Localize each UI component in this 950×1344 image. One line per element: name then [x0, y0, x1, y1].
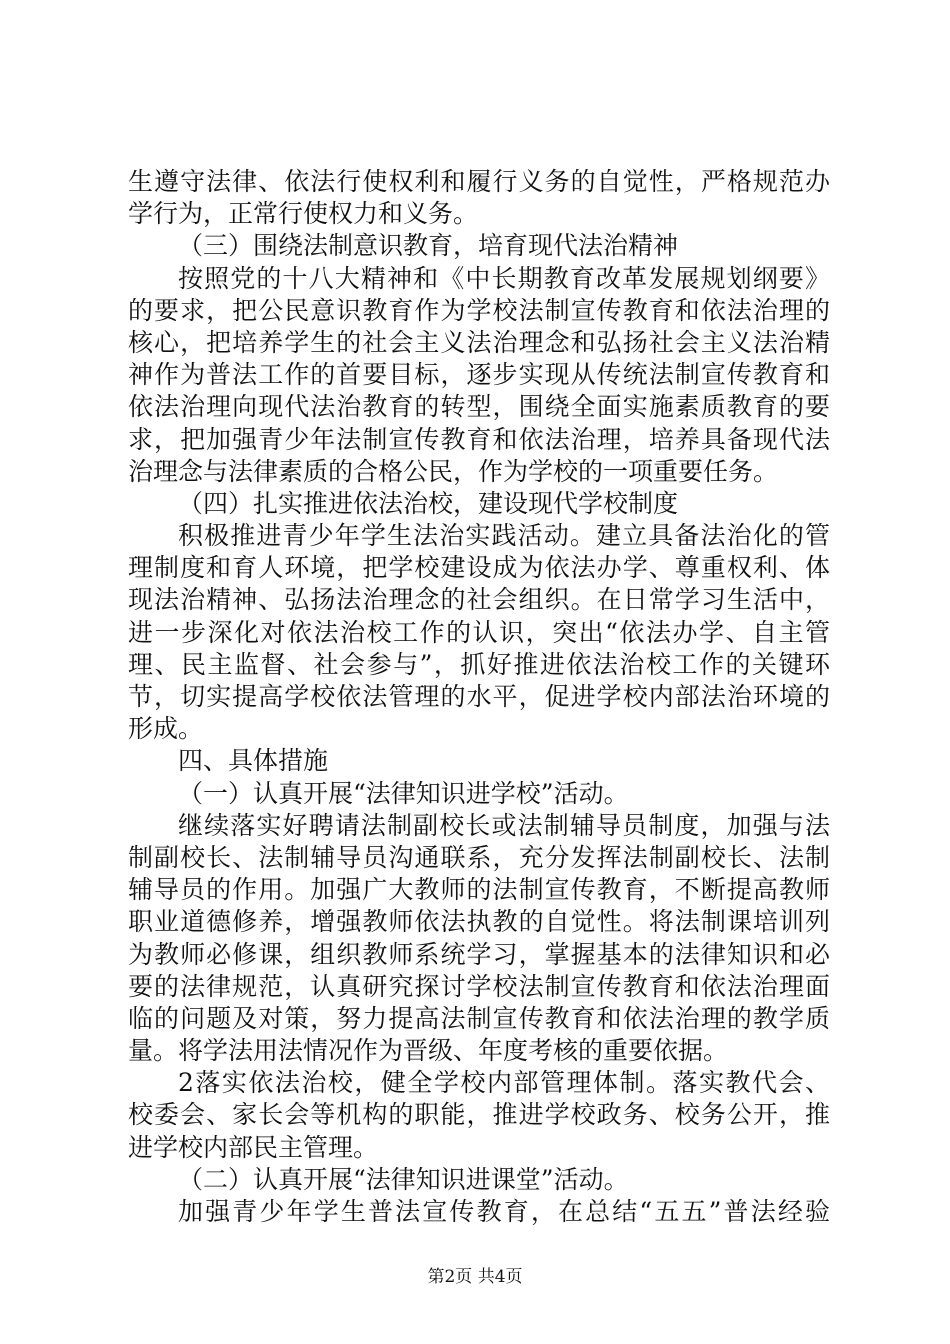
- text-line: 职业道德修养，增强教师依法执教的自觉性。将法制课培训列: [128, 907, 830, 937]
- text-line: 辅导员的作用。加强广大教师的法制宣传教育，不断提高教师: [128, 875, 830, 905]
- text-line: 形成。: [128, 714, 204, 744]
- section-heading: 四、具体措施: [178, 746, 329, 776]
- section-heading: （三）围绕法制意识教育，培育现代法治精神: [178, 231, 679, 261]
- text-line: 理制度和育人环境，把学校建设成为依法办学、尊重权利、体: [128, 553, 830, 583]
- section-heading: （二）认真开展“法律知识进课堂”活动。: [178, 1164, 629, 1194]
- text-line: 治理念与法律素质的合格公民，作为学校的一项重要任务。: [128, 456, 779, 486]
- section-heading: （一）认真开展“法律知识进学校”活动。: [178, 778, 629, 808]
- text-line: 现法治精神、弘扬法治理念的社会组织。在日常学习生活中，: [128, 585, 830, 615]
- section-heading: （四）扎实推进依法治校，建设现代学校制度: [178, 488, 679, 518]
- text-line: 生遵守法律、依法行使权利和履行义务的自觉性，严格规范办: [128, 167, 830, 196]
- text-line: 加强青少年学生普法宣传教育，在总结“五五”普法经验: [178, 1197, 830, 1226]
- text-line: 临的问题及对策，努力提高法制宣传教育和依法治理的教学质: [128, 1003, 830, 1033]
- text-line: 为教师必修课，组织教师系统学习，掌握基本的法律知识和必: [128, 939, 830, 969]
- page-number-footer: 第2页 共4页: [427, 1267, 523, 1287]
- text-line: 的要求，把公民意识教育作为学校法制宣传教育和依法治理的: [128, 295, 830, 325]
- text-line: 神作为普法工作的首要目标，逐步实现从传统法制宣传教育和: [128, 360, 830, 390]
- text-line: 进一步深化对依法治校工作的认识，突出“依法办学、自主管: [128, 617, 830, 647]
- document-body: [128, 166, 830, 1228]
- text-line: 按照党的十八大精神和《中长期教育改革发展规划纲要》: [178, 263, 830, 293]
- text-line: 核心，把培养学生的社会主义法治理念和弘扬社会主义法治精: [128, 327, 830, 357]
- text-line: 积极推进青少年学生法治实践活动。建立具备法治化的管: [178, 521, 830, 551]
- text-line: 学行为，正常行使权力和义务。: [128, 199, 479, 229]
- text-line: 校委会、家长会等机构的职能，推进学校政务、校务公开，推: [128, 1100, 830, 1130]
- text-line: 求，把加强青少年法制宣传教育和依法治理，培养具备现代法: [128, 424, 830, 454]
- text-line: 理、民主监督、社会参与”，抓好推进依法治校工作的关键环: [128, 649, 830, 679]
- text-line: 2落实依法治校，健全学校内部管理体制。落实教代会、: [178, 1068, 830, 1098]
- text-line: 进学校内部民主管理。: [128, 1132, 379, 1162]
- text-line: 继续落实好聘请法制副校长或法制辅导员制度，加强与法: [178, 810, 830, 840]
- text-line: 量。将学法用法情况作为晋级、年度考核的重要依据。: [128, 1036, 729, 1066]
- text-line: 制副校长、法制辅导员沟通联系，充分发挥法制副校长、法制: [128, 842, 830, 872]
- text-line: 依法治理向现代法治教育的转型，围绕全面实施素质教育的要: [128, 392, 830, 422]
- text-line: 节，切实提高学校依法管理的水平，促进学校内部法治环境的: [128, 682, 830, 711]
- text-line: 要的法律规范，认真研究探讨学校法制宣传教育和依法治理面: [128, 971, 830, 1001]
